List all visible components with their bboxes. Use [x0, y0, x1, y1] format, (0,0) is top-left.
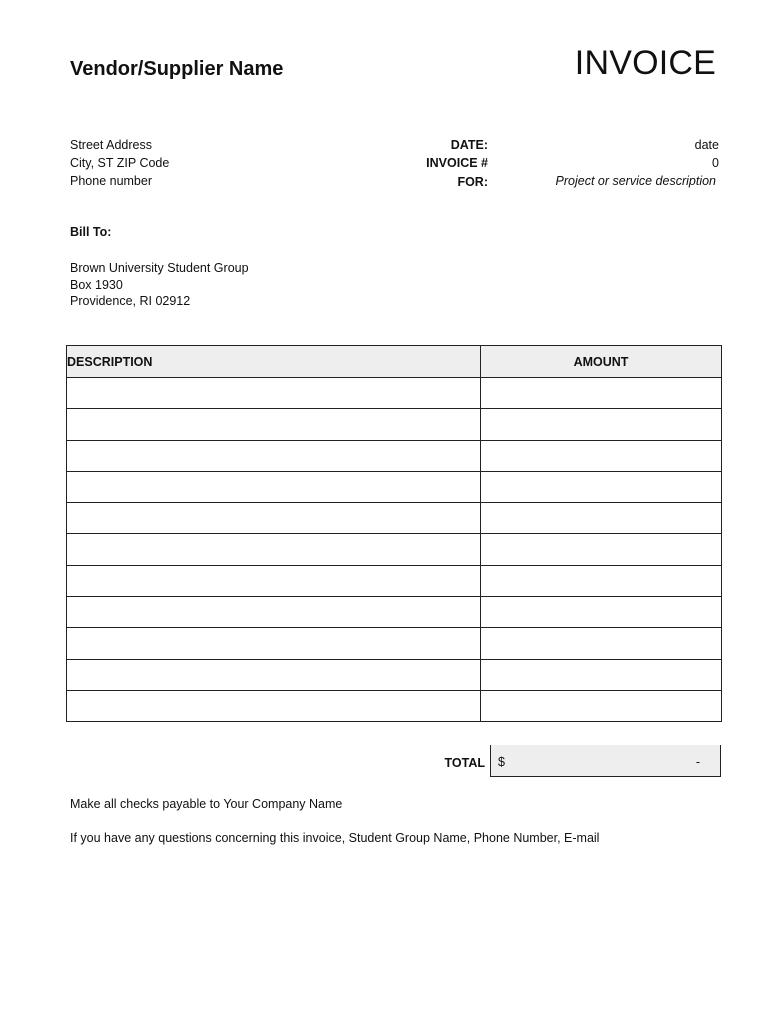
date-value: date	[694, 138, 719, 152]
description-cell[interactable]	[67, 378, 481, 409]
description-cell[interactable]	[67, 471, 481, 502]
vendor-city-state-zip: City, ST ZIP Code	[70, 156, 170, 170]
table-row	[67, 628, 722, 659]
description-cell[interactable]	[67, 565, 481, 596]
table-row	[67, 409, 722, 440]
amount-cell[interactable]	[481, 534, 722, 565]
for-value: Project or service description	[555, 174, 716, 188]
description-cell[interactable]	[67, 690, 481, 721]
invoice-number-label: INVOICE #	[426, 156, 488, 170]
date-label: DATE:	[450, 138, 488, 152]
description-cell[interactable]	[67, 628, 481, 659]
bill-to-label: Bill To:	[70, 225, 112, 239]
amount-cell[interactable]	[481, 440, 722, 471]
payable-note: Make all checks payable to Your Company Name	[70, 797, 343, 811]
for-label: FOR:	[457, 175, 488, 189]
table-row	[67, 597, 722, 628]
amount-cell[interactable]	[481, 597, 722, 628]
description-cell[interactable]	[67, 659, 481, 690]
total-value: -	[695, 755, 700, 769]
description-cell[interactable]	[67, 597, 481, 628]
amount-cell[interactable]	[481, 690, 722, 721]
amount-cell[interactable]	[481, 409, 722, 440]
table-row	[67, 503, 722, 534]
vendor-street: Street Address	[70, 138, 152, 152]
table-row	[67, 690, 722, 721]
amount-cell[interactable]	[481, 378, 722, 409]
amount-cell[interactable]	[481, 471, 722, 502]
table-row	[67, 378, 722, 409]
vendor-name: Vendor/Supplier Name	[70, 58, 284, 80]
vendor-phone: Phone number	[70, 174, 153, 188]
table-header-row	[67, 346, 722, 378]
table-row	[67, 440, 722, 471]
document-title: INVOICE	[574, 44, 716, 82]
description-cell[interactable]	[67, 534, 481, 565]
amount-cell[interactable]	[481, 659, 722, 690]
description-column-header: DESCRIPTION	[67, 346, 481, 378]
table-row	[67, 471, 722, 502]
amount-cell[interactable]	[481, 503, 722, 534]
description-cell[interactable]	[67, 503, 481, 534]
amount-cell[interactable]	[481, 565, 722, 596]
amount-column-header: AMOUNT	[481, 346, 722, 378]
bill-to-line: Box 1930	[70, 278, 123, 292]
table-row	[67, 565, 722, 596]
description-cell[interactable]	[67, 440, 481, 471]
bill-to-line: Providence, RI 02912	[70, 294, 191, 308]
invoice-number-value: 0	[712, 156, 719, 170]
description-cell[interactable]	[67, 409, 481, 440]
questions-note: If you have any questions concerning this invoice, Student Group Name, Phone Number, E-mail	[70, 831, 600, 845]
total-currency: $	[498, 755, 505, 769]
items-table	[66, 345, 722, 722]
table-row	[67, 534, 722, 565]
table-row	[67, 659, 722, 690]
total-box	[490, 745, 721, 777]
bill-to-line: Brown University Student Group	[70, 261, 249, 275]
total-label: TOTAL	[444, 756, 485, 770]
amount-cell[interactable]	[481, 628, 722, 659]
